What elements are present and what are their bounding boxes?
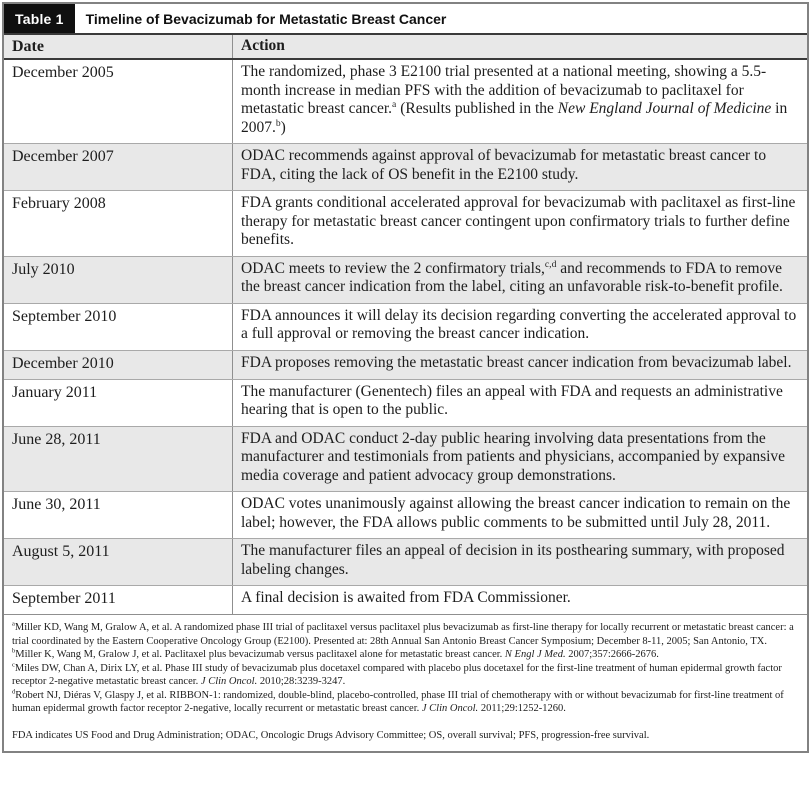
footnote-list bbox=[12, 621, 799, 716]
date-cell: August 5, 2011 bbox=[4, 539, 233, 585]
table-number-label: Table 1 bbox=[4, 4, 75, 33]
table-body bbox=[4, 60, 807, 614]
table-row bbox=[4, 538, 807, 585]
table-title-bar bbox=[4, 4, 807, 35]
action-cell: The randomized, phase 3 E2100 trial presented at a national meeting, showing a 5.5-month increase in median PFS with the addition of bevacizumab to paclitaxel for metastatic breast cancer.$^a$ (Results published in the New England Journal of Medicine in 2007.$^b$) bbox=[241, 63, 788, 136]
date-cell: September 2010 bbox=[4, 304, 233, 350]
date-cell: January 2011 bbox=[4, 380, 233, 426]
abbreviations-line: FDA indicates US Food and Drug Administration; ODAC, Oncologic Drugs Advisory Committee; OS, overall survival; PFS, progression-free survival. bbox=[12, 729, 650, 741]
action-cell: FDA proposes removing the metastatic breast cancer indication from bevacizumab label. bbox=[241, 353, 792, 371]
date-cell: June 30, 2011 bbox=[4, 492, 233, 538]
date-cell: December 2010 bbox=[4, 351, 233, 379]
action-cell: FDA announces it will delay its decision regarding converting the accelerated approval to a full approval or removing the breast cancer indication. bbox=[241, 306, 797, 342]
table-row bbox=[4, 350, 807, 379]
table-frame bbox=[2, 2, 809, 753]
table-row bbox=[4, 491, 807, 538]
table-row bbox=[4, 256, 807, 303]
column-header-date: Date bbox=[4, 35, 233, 58]
column-header-action: Action bbox=[241, 37, 285, 54]
footnotes-section bbox=[4, 614, 807, 751]
action-cell: The manufacturer files an appeal of decision in its posthearing summary, with proposed labeling changes. bbox=[241, 542, 785, 578]
table-header-row bbox=[4, 35, 807, 60]
table-row bbox=[4, 585, 807, 614]
date-cell: June 28, 2011 bbox=[4, 427, 233, 492]
table-row bbox=[4, 303, 807, 350]
footnote: $^c$Miles DW, Chan A, Dirix LY, et al. Phase III study of bevacizumab plus docetaxel compared with placebo plus docetaxel for the first-line treatment of human epidermal growth factor receptor 2-negative metastatic breast cancer. J Clin Oncol. 2010;28:3239-3247. bbox=[12, 661, 782, 687]
table-row bbox=[4, 379, 807, 426]
action-cell: FDA and ODAC conduct 2-day public hearing involving data presentations from the manufacturer and testimonials from patients and physicians, accompanied by expansive media coverage and patient advocacy group demonstrations. bbox=[241, 429, 786, 484]
footnote: $^d$Robert NJ, Diéras V, Glaspy J, et al. RIBBON-1: randomized, double-blind, placebo-controlled, phase III trial of chemotherapy with or without bevacizumab for first-line treatment of human epidermal growth factor receptor 2-negative, locally recurrent or metastatic breast cancer. J Clin Oncol. 2011;29:1252-1260. bbox=[12, 688, 784, 714]
footnote: $^a$Miller KD, Wang M, Gralow A, et al. A randomized phase III trial of paclitaxel versus paclitaxel plus bevacizumab as first-line therapy for locally recurrent or metastatic breast cancer: a trial coordinated by the Eastern Cooperative Oncology Group (E2100). Presented at: 28th Annual San Antonio Breast Cancer Symposium; December 8-11, 2005; San Antonio, TX. bbox=[12, 620, 794, 647]
action-cell: The manufacturer (Genentech) files an appeal with FDA and requests an administrative hearing that is open to the public. bbox=[241, 382, 783, 418]
table-row bbox=[4, 426, 807, 492]
date-cell: September 2011 bbox=[4, 586, 233, 614]
footnote: $^b$Miller K, Wang M, Gralow J, et al. Paclitaxel plus bevacizumab versus paclitaxel alone for metastatic breast cancer. N Engl J Med. 2007;357:2666-2676. bbox=[12, 647, 659, 660]
date-cell: December 2007 bbox=[4, 144, 233, 190]
page-title: Timeline of Bevacizumab for Metastatic Breast Cancer bbox=[85, 10, 447, 27]
date-cell: February 2008 bbox=[4, 191, 233, 256]
table-row bbox=[4, 143, 807, 190]
table-row bbox=[4, 60, 807, 143]
action-cell: ODAC votes unanimously against allowing the breast cancer indication to remain on the label; however, the FDA allows public comments to be submitted until July 28, 2011. bbox=[241, 495, 791, 531]
table-row bbox=[4, 190, 807, 256]
action-cell: A final decision is awaited from FDA Commissioner. bbox=[241, 589, 571, 606]
action-cell: ODAC meets to review the 2 confirmatory trials,$^{c,d}$ and recommends to FDA to remove the breast cancer indication from the label, citing an unfavorable risk-to-benefit profile. bbox=[241, 258, 783, 295]
date-cell: December 2005 bbox=[4, 60, 233, 143]
action-cell: ODAC recommends against approval of bevacizumab for metastatic breast cancer to FDA, citing the lack of OS benefit in the E2100 study. bbox=[241, 147, 767, 183]
action-cell: FDA grants conditional accelerated approval for bevacizumab with paclitaxel as first-line therapy for metastatic breast cancer contingent upon confirmatory trials to further define benefits. bbox=[241, 194, 796, 248]
date-cell: July 2010 bbox=[4, 257, 233, 303]
